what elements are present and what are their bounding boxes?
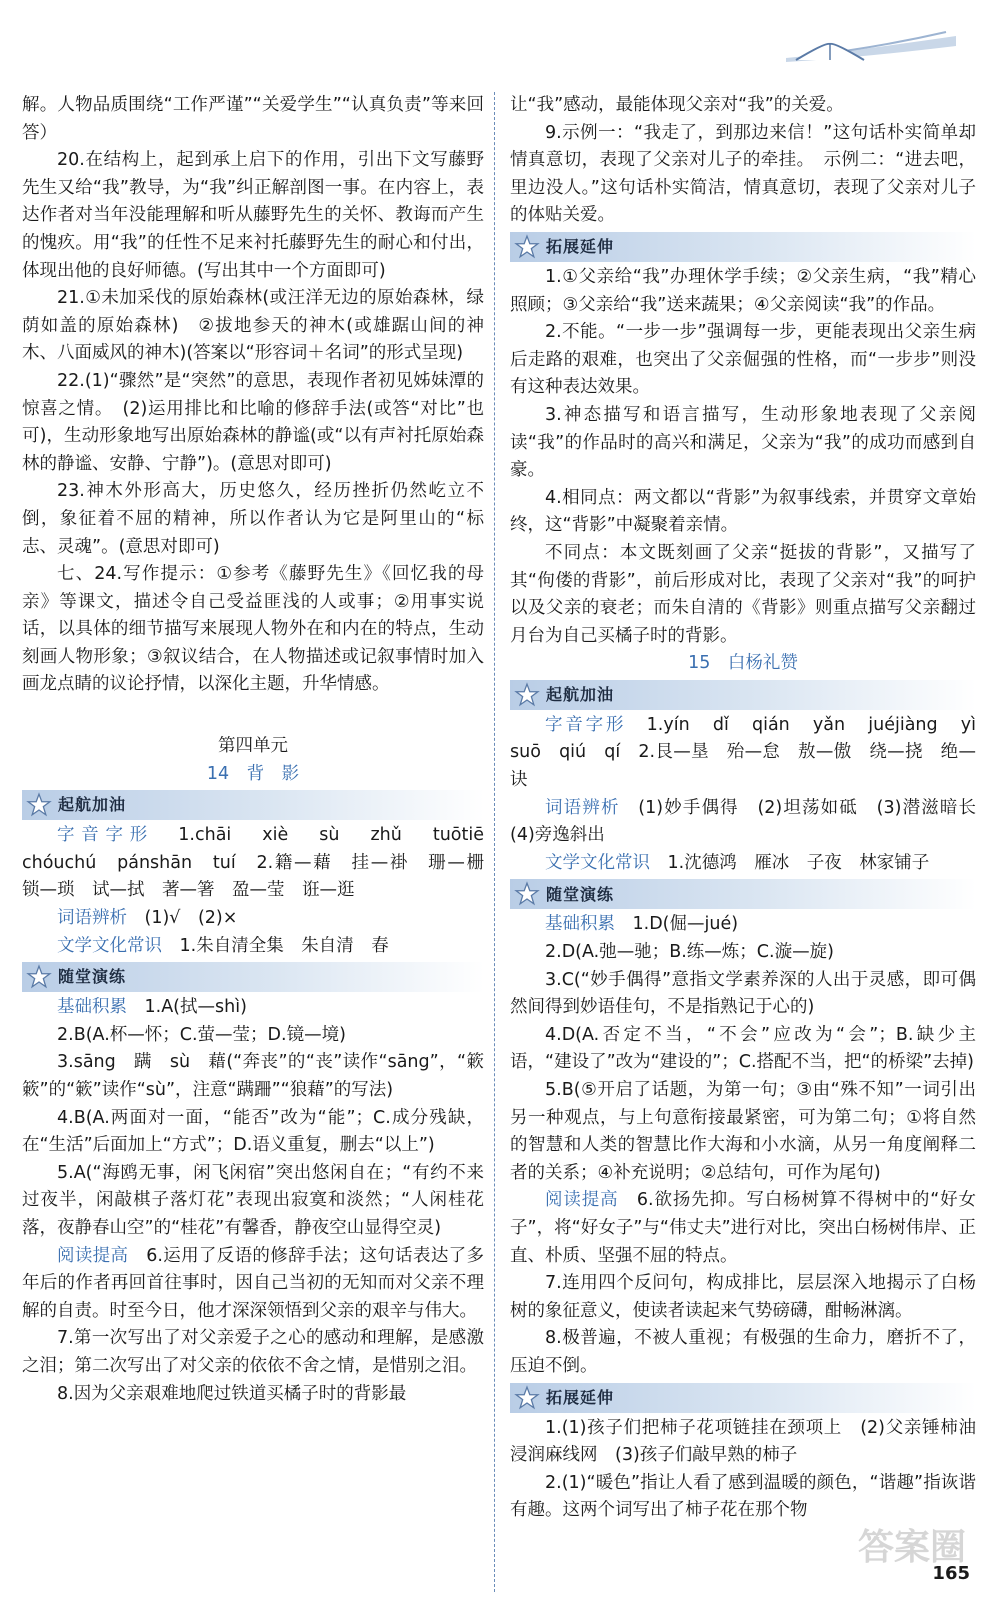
label-wenxue: 文学文化常识 [57,935,162,956]
answer-jichu-2: 2.B(A.杯—怀；C.萤—莹；D.镜—境) [57,1024,346,1045]
book-decoration-icon [786,22,956,66]
answer-jichu-5: 5.B(⑤开启了话题，为第一句；③由“殊不知”一词引出另一种观点，与上句意衔接最紧密，可为第二句；①将自然的智慧和人类的智慧比作大海和小水滴，从另一角度阐释二者的关系；④补充说明；②总结句，可作为尾句) [510,1080,976,1183]
section-title: 起航加油 [546,685,615,705]
answer-yuedu-6: 6.运用了反语的修辞手法；这句话表达了多年后的作者再回首往事时，因自己当初的无知而对父亲不理解的自责。时至今日，他才深深领悟到父亲的艰辛与伟大。 [22,1245,485,1321]
answer-yuedu-8: 8.极普遍，不被人重视；有极强的生命力，磨折不了，压迫不倒。 [510,1328,976,1376]
lesson-title: 14 背 影 [206,763,300,784]
answer-jichu-1: 1.D(倔—jué) [632,914,739,935]
answer-tuozhan-4b: 不同点：本文既刻画了父亲“挺拔的背影”，又描写了其“佝偻的背影”，前后形成对比，表现了父亲对“我”的呵护以及父亲的衰老；而朱自清的《背影》则重点描写父亲翻过月台为自己买橘子时的背影。 [510,542,976,646]
answer-wenxue: 1.朱自清全集 朱自清 春 [179,935,389,956]
answer-jichu-2: 2.D(A.弛—驰；B.练—炼；C.漩—旋) [545,942,834,963]
answer-tuozhan-1: 1.(1)孩子们把柿子花项链挂在颈项上 (2)父亲锤柿油浸润麻线网 (3)孩子们敲早熟的柿子 [510,1417,976,1466]
left-column [22,92,502,1408]
star-icon [514,682,540,708]
page-number: 165 [932,1563,970,1584]
answer-ziyin: 1.yín dǐ qián yǎn juéjiàng yì suō qiú qí 2.艮—垦 殆—怠 敖—傲 绕—挠 绝—诀 [510,714,994,791]
lesson-title: 15 白杨礼赞 [688,653,798,674]
label-jichu: 基础积累 [545,914,615,935]
section-title: 起航加油 [58,795,127,815]
unit-title: 第四单元 [218,736,288,757]
answer-20: 20.在结构上，起到承上启下的作用，引出下文写藤野先生又给“我”教导，为“我”纠正解剖图一事。在内容上，表达作者对当年没能理解和听从藤野先生的关怀、教诲而产生的愧疚。用“我”的任性不足来衬托藤野先生的耐心和付出，体现出他的良好师德。(写出其中一个方面即可) [22,150,484,281]
section-header-suitang [510,879,976,909]
section-header-qihang [22,790,484,820]
section-header-qihang [510,680,976,710]
star-icon [514,1385,540,1411]
section-title: 拓展延伸 [546,1387,615,1407]
answer-jichu-5: 5.A(“海鸥无事，闲飞闲宿”突出悠闲自在；“有约不来过夜半，闲敲棋子落灯花”表现出寂寞和淡然；“人闲桂花落，夜静春山空”的“桂花”有馨香，静夜空山显得空灵) [22,1162,484,1238]
answer-tuozhan-2: 2.不能。“一步一步”强调每一步，更能表现出父亲生病后走路的艰难，也突出了父亲倔强的性格，而“一步步”则没有这种表达效果。 [510,322,976,398]
label-yuedu: 阅读提高 [57,1245,129,1266]
answer-yuedu-7: 7.连用四个反问句，构成排比，层层深入地揭示了白杨树的象征意义，使读者读起来气势磅礴，酣畅淋漓。 [510,1273,976,1321]
answer-jichu-1: 1.A(拭—shì) [144,997,247,1018]
section-title: 拓展延伸 [546,237,615,257]
star-icon [26,964,52,990]
answer-yuedu-7: 7.第一次写出了对父亲爱子之心的感动和理解，是感激之泪；第二次写出了对父亲的依依不舍之情，是惜别之泪。 [22,1328,484,1376]
answer-tuozhan-2: 2.(1)“暖色”指让人看了感到温暖的颜色，“谐趣”指诙谐有趣。这两个词写出了柿子花在那个物 [510,1472,976,1521]
answer-jichu-4: 4.B(A.两面对一面，“能否”改为“能”；C.成分残缺，在“生活”后面加上“方式”；D.语义重复，删去“以上”) [22,1107,484,1156]
answer-9: 9.示例一：“我走了，到那边来信！”这句话朴实简单却情真意切，表现了父亲对儿子的牵挂。 示例二：“进去吧，里边没人。”这句话朴实简洁，情真意切，表现了父亲对儿子的体贴关爱。 [510,122,976,226]
answer-24: 七、24.写作提示：①参考《藤野先生》《回忆我的母亲》等课文，描述令自己受益匪浅的人或事；②用事实说话，以具体的细节描写来展现人物外在和内在的特点，生动刻画人物形象；③叙议结合，在人物描述或记叙事情时加入画龙点睛的议论抒情，以深化主题，升华情感。 [22,564,484,695]
answer-23: 23.神木外形高大，历史悠久，经历挫折仍然屹立不倒，象征着不屈的精神，所以作者认为它是阿里山的“标志、灵魂”。(意思对即可) [22,481,484,557]
section-header-tuozhan [510,232,976,262]
answer-ciyu: (1)妙手偶得 (2)坦荡如砥 (3)潜滋暗长 (4)旁逸斜出 [510,797,994,846]
section-header-suitang [22,962,484,992]
watermark-logo: 答案圈 [857,1527,966,1568]
label-ciyu: 词语辨析 [545,797,620,818]
section-header-tuozhan [510,1383,976,1413]
answer-text: 让“我”感动，最能体现父亲对“我”的关爱。 [510,95,844,115]
answer-jichu-3: 3.sāng 蹒 sù 藉(“奔丧”的“丧”读作“sāng”，“簌簌”的“簌”读作“sù”，注意“蹒跚”“狼藉”的写法) [22,1052,484,1100]
section-title: 随堂演练 [58,967,127,987]
answer-text: 解。人物品质围绕“工作严谨”“关爱学生”“认真负责”等来回答） [22,95,484,143]
answer-wenxue: 1.沈德鸿 雁冰 子夜 林家铺子 [667,852,930,873]
answer-tuozhan-1: 1.①父亲给“我”办理休学手续；②父亲生病，“我”精心照顾；③父亲给“我”送来蔬果；④父亲阅读“我”的作品。 [510,266,976,315]
answer-ziyin: 1.chāi xiè sù zhǔ tuōtiē chóuchú pánshān tuí 2.籍—藉 挂—褂 珊—栅 锁—琐 试—拭 著—箸 盈—莹 诳—逛 [22,825,502,901]
answer-jichu-4: 4.D(A.否定不当，“不会”应改为“会”；B.缺少主语，“建设了”改为“建设的”；C.搭配不当，把“的桥梁”去掉) [510,1024,976,1073]
label-ziyin: 字音字形 [57,825,155,846]
right-column [510,92,994,1525]
answer-21: 21.①未加采伐的原始森林(或汪洋无边的原始森林，绿荫如盖的原始森林) ②拔地参天的神木(或雄踞山间的神木、八面威风的神木)(答案以“形容词＋名词”的形式呈现) [22,288,484,364]
star-icon [26,792,52,818]
section-title: 随堂演练 [546,884,615,904]
answer-yuedu-6: 6.欲扬先抑。写白杨树算不得树中的“好女子”，将“好女子”与“伟丈夫”进行对比，突出白杨树伟岸、正直、朴质、坚强不屈的特点。 [510,1190,977,1266]
label-wenxue: 文学文化常识 [545,852,650,873]
label-ciyu: 词语辨析 [57,908,127,929]
answer-yuedu-8: 8.因为父亲艰难地爬过铁道买橘子时的背影最 [57,1383,407,1404]
star-icon [514,881,540,907]
label-yuedu: 阅读提高 [545,1190,619,1211]
answer-jichu-3: 3.C(“妙手偶得”意指文学素养深的人出于灵感，即可偶然间得到妙语佳句，不是指熟记于心的) [510,969,976,1018]
answer-22: 22.(1)“骤然”是“突然”的意思，表现作者初见姊妹潭的惊喜之情。 (2)运用排比和比喻的修辞手法(或答“对比”也可)，生动形象地写出原始森林的静谧(或“以有声衬托原始森林的静谧、安静、宁静”)。(意思对即可) [22,370,484,474]
answer-tuozhan-4: 4.相同点：两文都以“背影”为叙事线索，并贯穿文章始终，这“背影”中凝聚着亲情。 [510,487,976,536]
answer-ciyu: (1)√ (2)× [144,908,238,929]
answer-tuozhan-3: 3.神态描写和语言描写，生动形象地表现了父亲阅读“我”的作品时的高兴和满足，父亲为“我”的成功而感到自豪。 [510,404,976,481]
label-ziyin: 字音字形 [545,714,627,735]
label-jichu: 基础积累 [57,997,127,1018]
star-icon [514,234,540,260]
